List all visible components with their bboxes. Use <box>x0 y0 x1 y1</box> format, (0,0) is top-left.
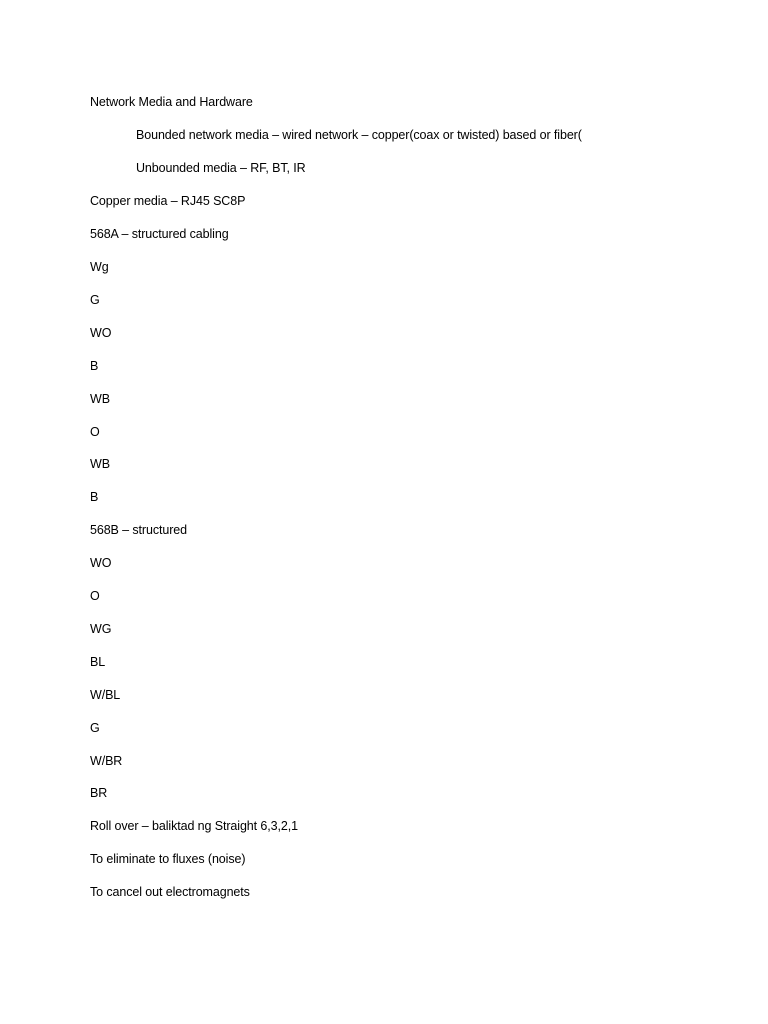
document-line: Copper media – RJ45 SC8P <box>90 194 246 208</box>
document-line: WG <box>90 622 112 636</box>
document-line: To eliminate to fluxes (noise) <box>90 852 246 866</box>
document-line: B <box>90 490 99 504</box>
document-line: Wg <box>90 260 109 274</box>
document-line: W/BR <box>90 754 123 768</box>
document-line: BL <box>90 655 106 669</box>
document-line: 568A – structured cabling <box>90 227 229 241</box>
document-line: G <box>90 293 100 307</box>
document-line: G <box>90 721 100 735</box>
document-line: WB <box>90 392 110 406</box>
document-line: Unbounded media – RF, BT, IR <box>136 161 306 175</box>
document-line: Bounded network media – wired network – copper(coax or twisted) based or fiber( <box>136 128 582 142</box>
document-line: W/BL <box>90 688 121 702</box>
document-line: Roll over – baliktad ng Straight 6,3,2,1 <box>90 819 298 833</box>
document-line: WO <box>90 326 112 340</box>
document-line: O <box>90 589 100 603</box>
document-line: WB <box>90 457 110 471</box>
document-line: WO <box>90 556 112 570</box>
document-line: B <box>90 359 99 373</box>
document-line: 568B – structured <box>90 523 187 537</box>
document-title: Network Media and Hardware <box>90 95 253 109</box>
document-line: To cancel out electromagnets <box>90 885 250 899</box>
document-line: BR <box>90 786 108 800</box>
document-line: O <box>90 425 100 439</box>
